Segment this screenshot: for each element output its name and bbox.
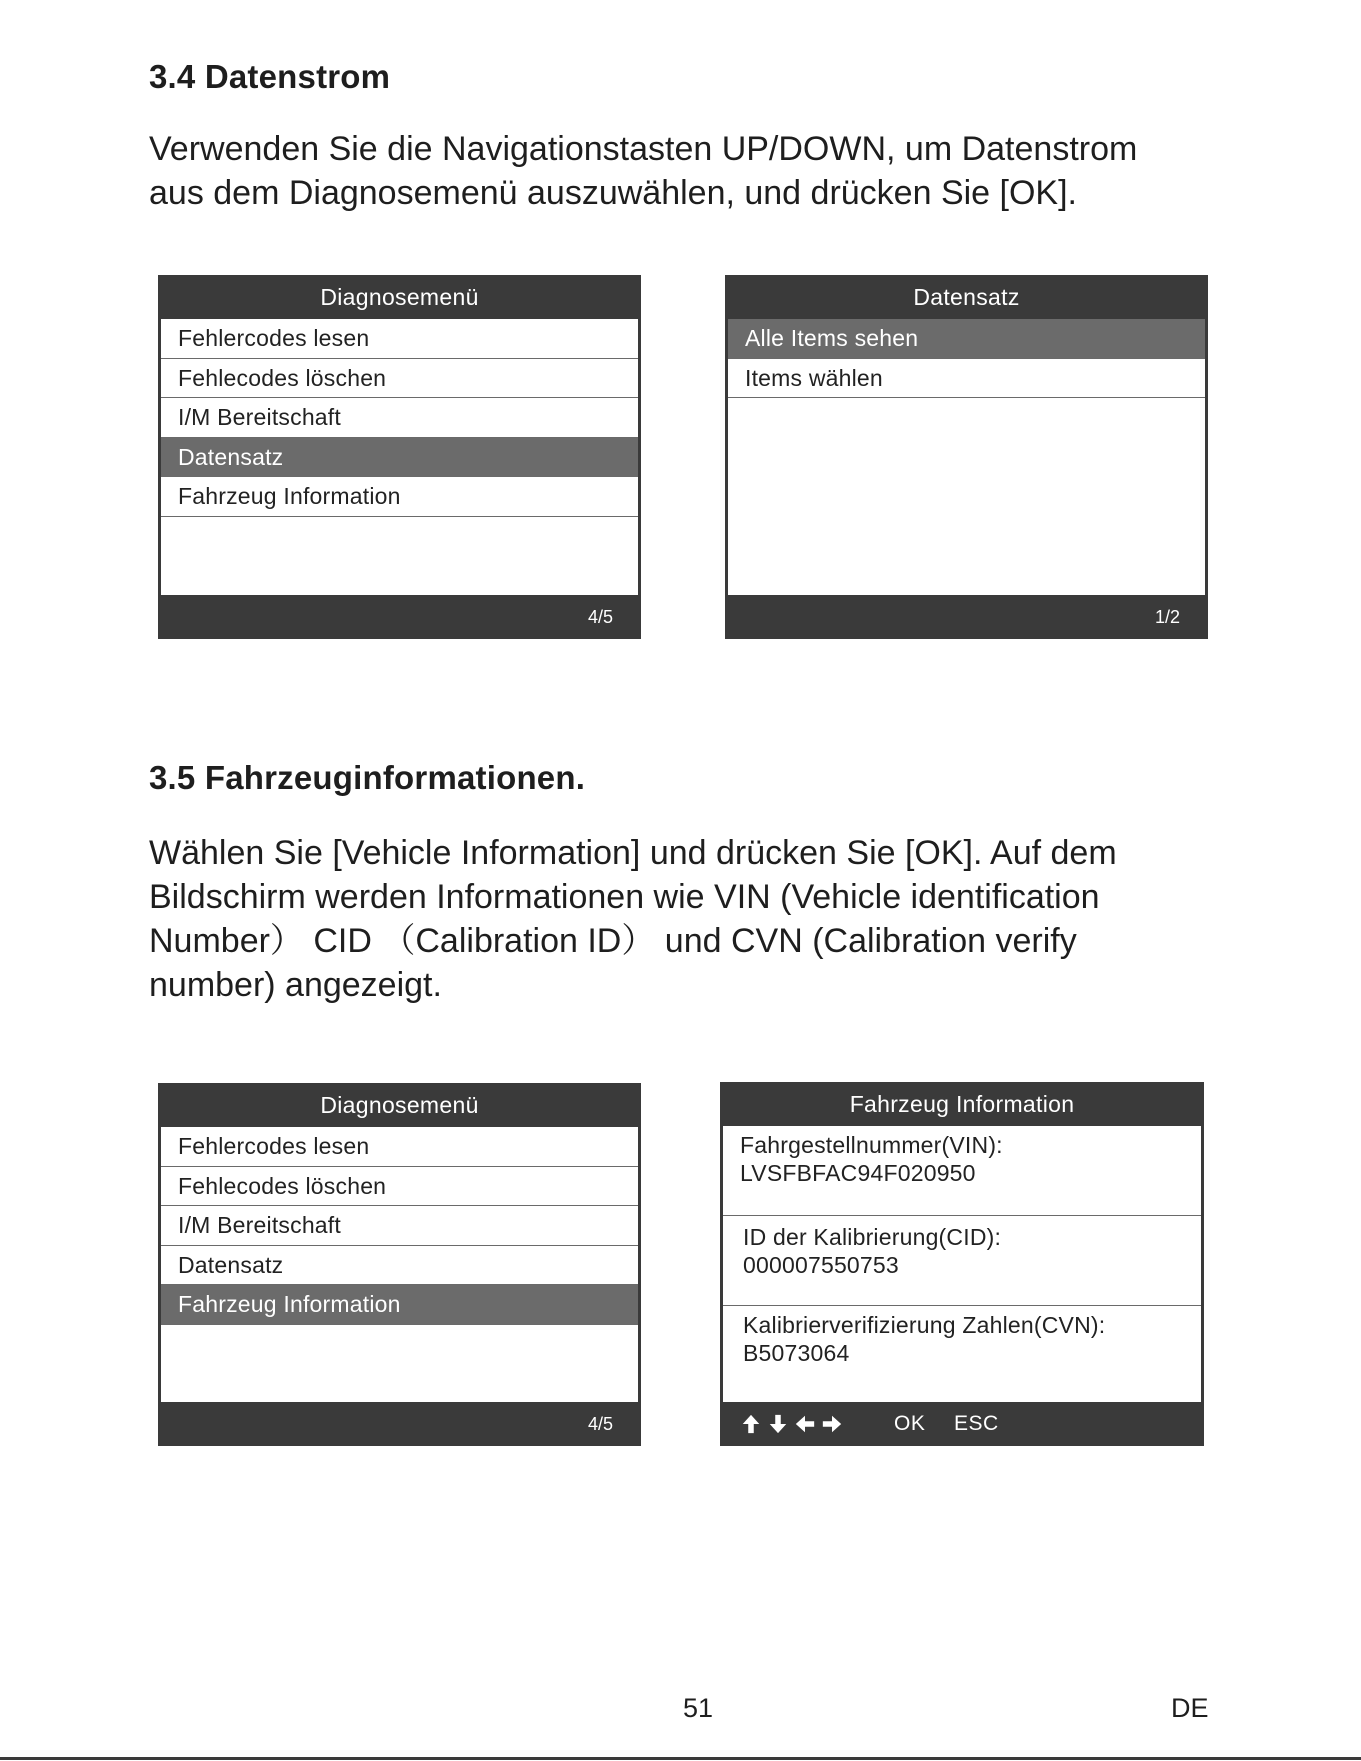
info-block-cvn (723, 1306, 1201, 1396)
info-block-cid (723, 1216, 1201, 1306)
device-screen-diagnose-menu-2 (158, 1083, 641, 1446)
page-bottom-divider (0, 1757, 1361, 1760)
section-text-fahrzeuginformationen (149, 831, 1229, 1007)
text-line: Bildschirm werden Informationen wie VIN (Vehicle identification (149, 878, 1100, 916)
text-line: number) angezeigt. (149, 966, 442, 1004)
menu-item-datensatz[interactable]: Datensatz (161, 438, 638, 478)
section-heading-datenstrom: 3.4 Datenstrom (149, 58, 391, 95)
page-number: 51 (683, 1693, 714, 1723)
info-label-vin: Fahrgestellnummer(VIN): (740, 1132, 1003, 1158)
language-code: DE (1171, 1693, 1209, 1723)
screen-footer (158, 595, 641, 639)
menu-item-datensatz[interactable]: Datensatz (161, 1246, 638, 1286)
device-screen-fahrzeug-information (720, 1082, 1204, 1446)
arrow-right-icon[interactable] (821, 1413, 843, 1435)
menu-item-fehlercodes-lesen[interactable]: Fehlercodes lesen (161, 1127, 638, 1167)
device-screen-diagnose-menu-1 (158, 275, 641, 639)
section-text-datenstrom (149, 127, 1229, 215)
arrow-down-icon[interactable] (767, 1413, 789, 1435)
menu-item-im-bereitschaft[interactable]: I/M Bereitschaft (161, 1206, 638, 1246)
text-line: Number） CID （Calibration ID） und CVN (Calibration verify (149, 922, 1077, 960)
menu-item-fehlecodes-loeschen[interactable]: Fehlecodes löschen (161, 359, 638, 399)
menu-item-items-waehlen[interactable]: Items wählen (728, 359, 1205, 399)
text-line: Verwenden Sie die Navigationstasten UP/DOWN, um Datenstrom (149, 130, 1138, 168)
text-line: aus dem Diagnosemenü auszuwählen, und drücken Sie [OK]. (149, 174, 1077, 212)
screen-body (161, 1127, 638, 1402)
screen-footer (158, 1402, 641, 1446)
screen-body (723, 1126, 1201, 1402)
info-value-cid: 000007550753 (743, 1252, 899, 1278)
nav-arrows (740, 1413, 843, 1437)
menu-item-fahrzeug-information[interactable]: Fahrzeug Information (161, 477, 638, 517)
screen-title: Diagnosemenü (320, 1092, 479, 1118)
menu-item-fahrzeug-information[interactable]: Fahrzeug Information (161, 1285, 638, 1325)
screen-footer (720, 1402, 1204, 1446)
screen-title: Datensatz (913, 284, 1020, 310)
info-label-cid: ID der Kalibrierung(CID): (743, 1224, 1002, 1250)
info-block-vin (723, 1126, 1201, 1216)
screen-body (728, 319, 1205, 595)
page-indicator: 4/5 (587, 1414, 613, 1434)
screen-title: Fahrzeug Information (849, 1091, 1075, 1117)
section-heading-fahrzeuginformationen: 3.5 Fahrzeuginformationen. (149, 759, 586, 796)
text-line: Wählen Sie [Vehicle Information] und drücken Sie [OK]. Auf dem (149, 834, 1117, 872)
info-value-cvn: B5073064 (743, 1340, 850, 1366)
info-value-vin: LVSFBFAC94F020950 (740, 1160, 976, 1186)
arrow-left-icon[interactable] (794, 1413, 816, 1435)
ok-button[interactable]: OK (894, 1412, 926, 1435)
screen-title: Diagnosemenü (320, 284, 479, 310)
menu-item-fehlecodes-loeschen[interactable]: Fehlecodes löschen (161, 1167, 638, 1207)
page-indicator: 1/2 (1154, 607, 1180, 627)
esc-button[interactable]: ESC (954, 1412, 999, 1435)
menu-item-fehlercodes-lesen[interactable]: Fehlercodes lesen (161, 319, 638, 359)
screen-footer (725, 595, 1208, 639)
page-indicator: 4/5 (587, 607, 613, 627)
arrow-up-icon[interactable] (740, 1413, 762, 1435)
menu-item-alle-items-sehen[interactable]: Alle Items sehen (728, 319, 1205, 359)
menu-item-im-bereitschaft[interactable]: I/M Bereitschaft (161, 398, 638, 438)
screen-body (161, 319, 638, 595)
device-screen-datensatz (725, 275, 1208, 639)
info-label-cvn: Kalibrierverifizierung Zahlen(CVN): (743, 1312, 1106, 1338)
